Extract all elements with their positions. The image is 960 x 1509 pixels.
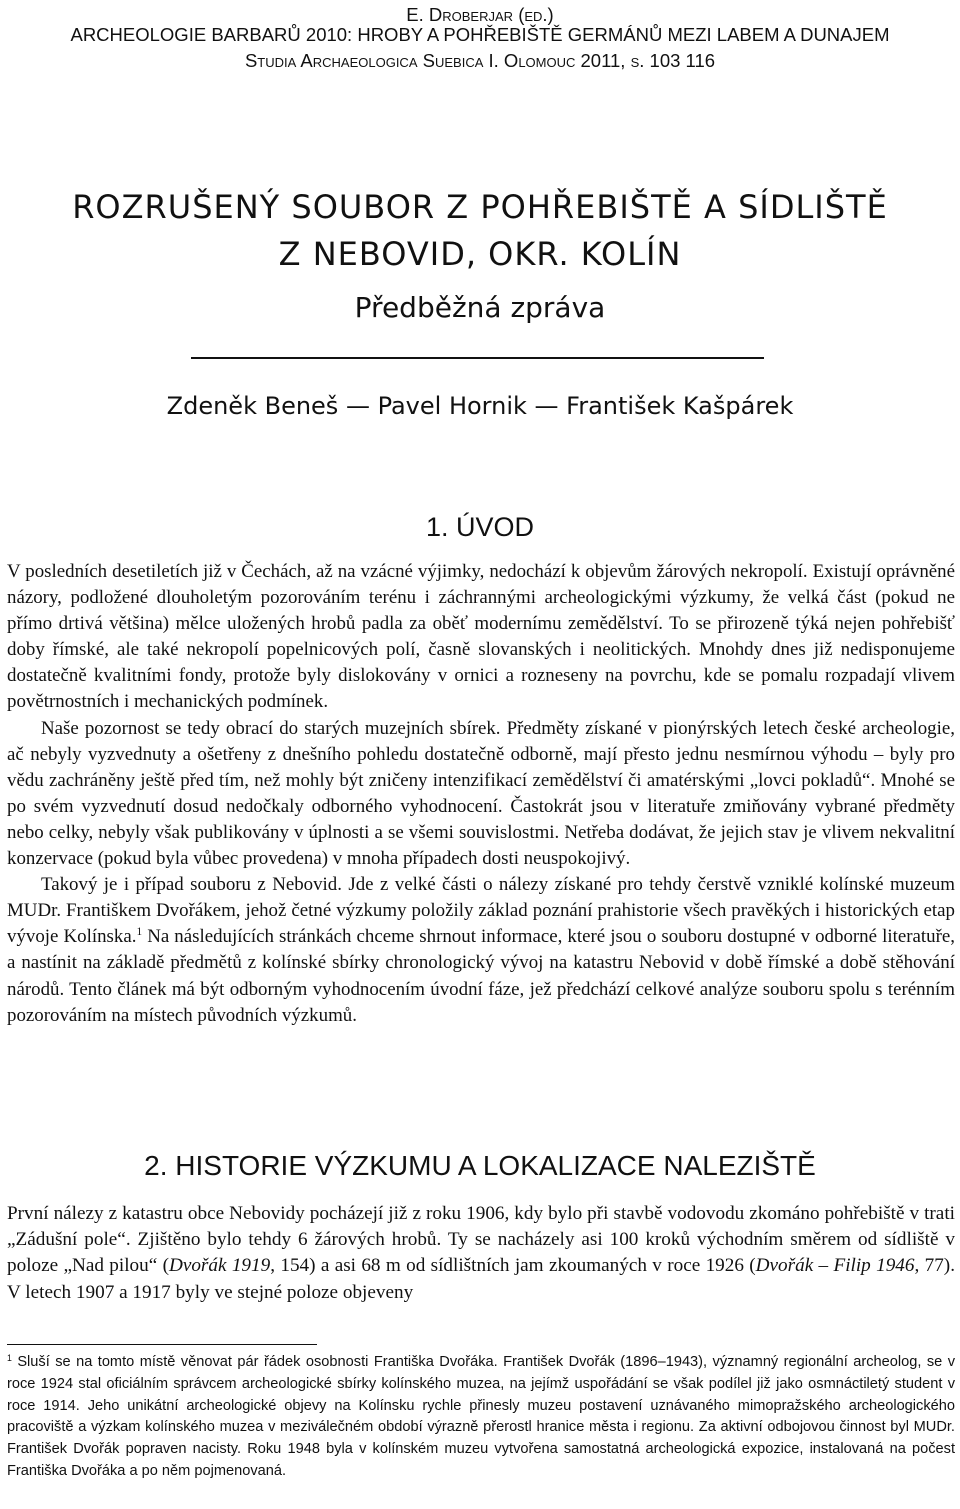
section-1-body [7,559,955,1029]
section-1-heading: 1. ÚVOD [425,512,535,542]
paragraph-3-text-b: Na následujících stránkách chceme shrnout informace, které jsou o souboru dostupné v odborné literatuře, a nastínit na základě předmětů z kolínské sbírky chronologický vývoj na katastru Nebovid v době římské a době stěhování národů. Tento článek má být odborným vyhodnocením úvodní fáze, jež předchází celkové analýze souboru spolu s terénním pozorováním na místech původních výzkumů. [7,926,955,1026]
article-title-line-2: Z NEBOVID, OKR. KOLÍN [278,235,682,273]
paragraph-3-text-a: Takový je i případ souboru z Nebovid. Jde z velké části o nálezy získané pro tehdy čerstvě vzniklé kolínské muzeum MUDr. Františkem Dvořákem, jehož četné výzkumy položily základ poznání prahistorie všech pravěkých i historických etap vývoje Kolínska. [7,874,955,948]
editor-name: E. Droberjar (ed.) [406,4,554,25]
header-series: ARCHEOLOGIE BARBARŮ 2010: HROBY A POHŘEBIŠTĚ GERMÁNŮ MEZI LABEM A DUNAJEM [70,24,890,45]
section-2-body [7,1201,955,1306]
footnote-rule [7,1344,317,1345]
s2-text-c: , 77). V letech 1907 a 1917 byly ve stejné poloze objeveny [7,1255,955,1303]
footnote-text: Sluší se na tomto místě věnovat pár řádek osobnosti Františka Dvořáka. František Dvořák (1896–1943), významný regionální archeolog, se v roce 1924 stal oficiálním správcem archeologické sbírky kolínského muzea, na jejímž uspořádání se však podílel již jako osmnáctiletý student v roce 1914. Jeho unikátní archeologické objevy na Kolínsku rychle přinesly muzeu postavení uznávaného mimopražského archeologického pracoviště a výzkam kolínského muzea v meziválečném období výrazně přerostl hranice města i regionu. Za aktivní odbojovou činnost byl MUDr. František Dvořák popraven nacisty. Roku 1948 byla v kolínském muzeu vytvořena samostatná archeologická expozice, instalovaná na počest Františka Dvořáka a po něm pojmenovaná. [7,1354,955,1479]
section-2-heading: 2. HISTORIE VÝZKUMU A LOKALIZACE NALEZIŠTĚ [144,1150,816,1181]
citation-dvorak-1919: Dvořák 1919 [168,1255,271,1277]
s2-text-b: , 154) a asi 68 m od sídlištních jam zkoumaných v roce 1926 ( [270,1255,756,1277]
section-1-paragraph-1: V posledních desetiletích již v Čechách, až na vzácné výjimky, nedochází k objevům žárových nekropolí. Existují oprávněné názory, podložené dlouholetým pozorováním terénu i záchrannými archeologickými výzkumy, že velká část (pokud ne přímo drtivá většina) mělce uložených hrobů padla za oběť modernímu zemědělství. To se přirozeně týká nejen pohřebišť doby římské, ale také nekropolí popelnicových polí, časně slovanských i neolitických. Mnohdy dnes již nedisponujeme dostatečně kvalitními fondy, protože byly dislokovány v ornici a rozneseny na povrchu, kde se pomalu rozpadají vlivem povětrnostních i mechanických podmínek. [7,561,955,713]
section-2-paragraph-1 [7,1201,955,1306]
s2-text-a: První nálezy z katastru obce Nebovidy pocházejí již z roku 1906, kdy bylo při stavbě vodovodu zkománo pohřebiště v trati „Zádušní pole“. Zjištěno bylo tehdy 6 žárových hrobů. Ty se nacházely asi 100 kroků východním směrem od sídliště v poloze „Nad pilou“ ( [7,1203,955,1277]
footnote-paragraph [7,1352,955,1483]
footnote-mark: 1 [7,1352,12,1363]
citation-dvorak-filip-1946: Dvořák – Filip 1946 [755,1255,915,1277]
article-authors: Zdeněk Beneš — Pavel Hornik — František Kašpárek [166,392,794,420]
title-rule [191,357,764,359]
article-title-line-1: ROZRUŠENÝ SOUBOR Z POHŘEBIŠTĚ A SÍDLIŠTĚ [72,188,888,226]
footnote-1 [7,1352,955,1483]
footnote-ref-1[interactable]: 1 [136,926,143,939]
header-publication: Studia Archaeologica Suebica I. Olomouc 2011, s. 103 116 [244,50,716,71]
section-1-paragraph-3 [7,872,955,1029]
article-subtitle: Předběžná zpráva [354,291,606,324]
section-1-paragraph-2: Naše pozornost se tedy obrací do starých muzejních sbírek. Předměty získané v pionýrských letech české archeologie, ač nebyly vyzvednuty a ošetřeny z dnešního pohledu dostatečně odborně, mají přesto jednu nesmírnou výhodu – byly pro vědu zachráněny ještě před tím, než mohly být zničeny intenzifikací zemědělství či amatérskými „lovci pokladů“. Mnohé se po svém vyzvednutí dosud nedočkaly odborného vyhodnocení. Častokrát jsou v literatuře zmiňovány vybrané předměty nebo celky, nebyly však publikovány v úplnosti a se všemi souvislostmi. Netřeba dodávat, že jejich stav je vlivem nekvalitní konzervace (pokud byla vůbec provedena) v mnoha případech dosti neuspokojivý. [7,717,955,870]
